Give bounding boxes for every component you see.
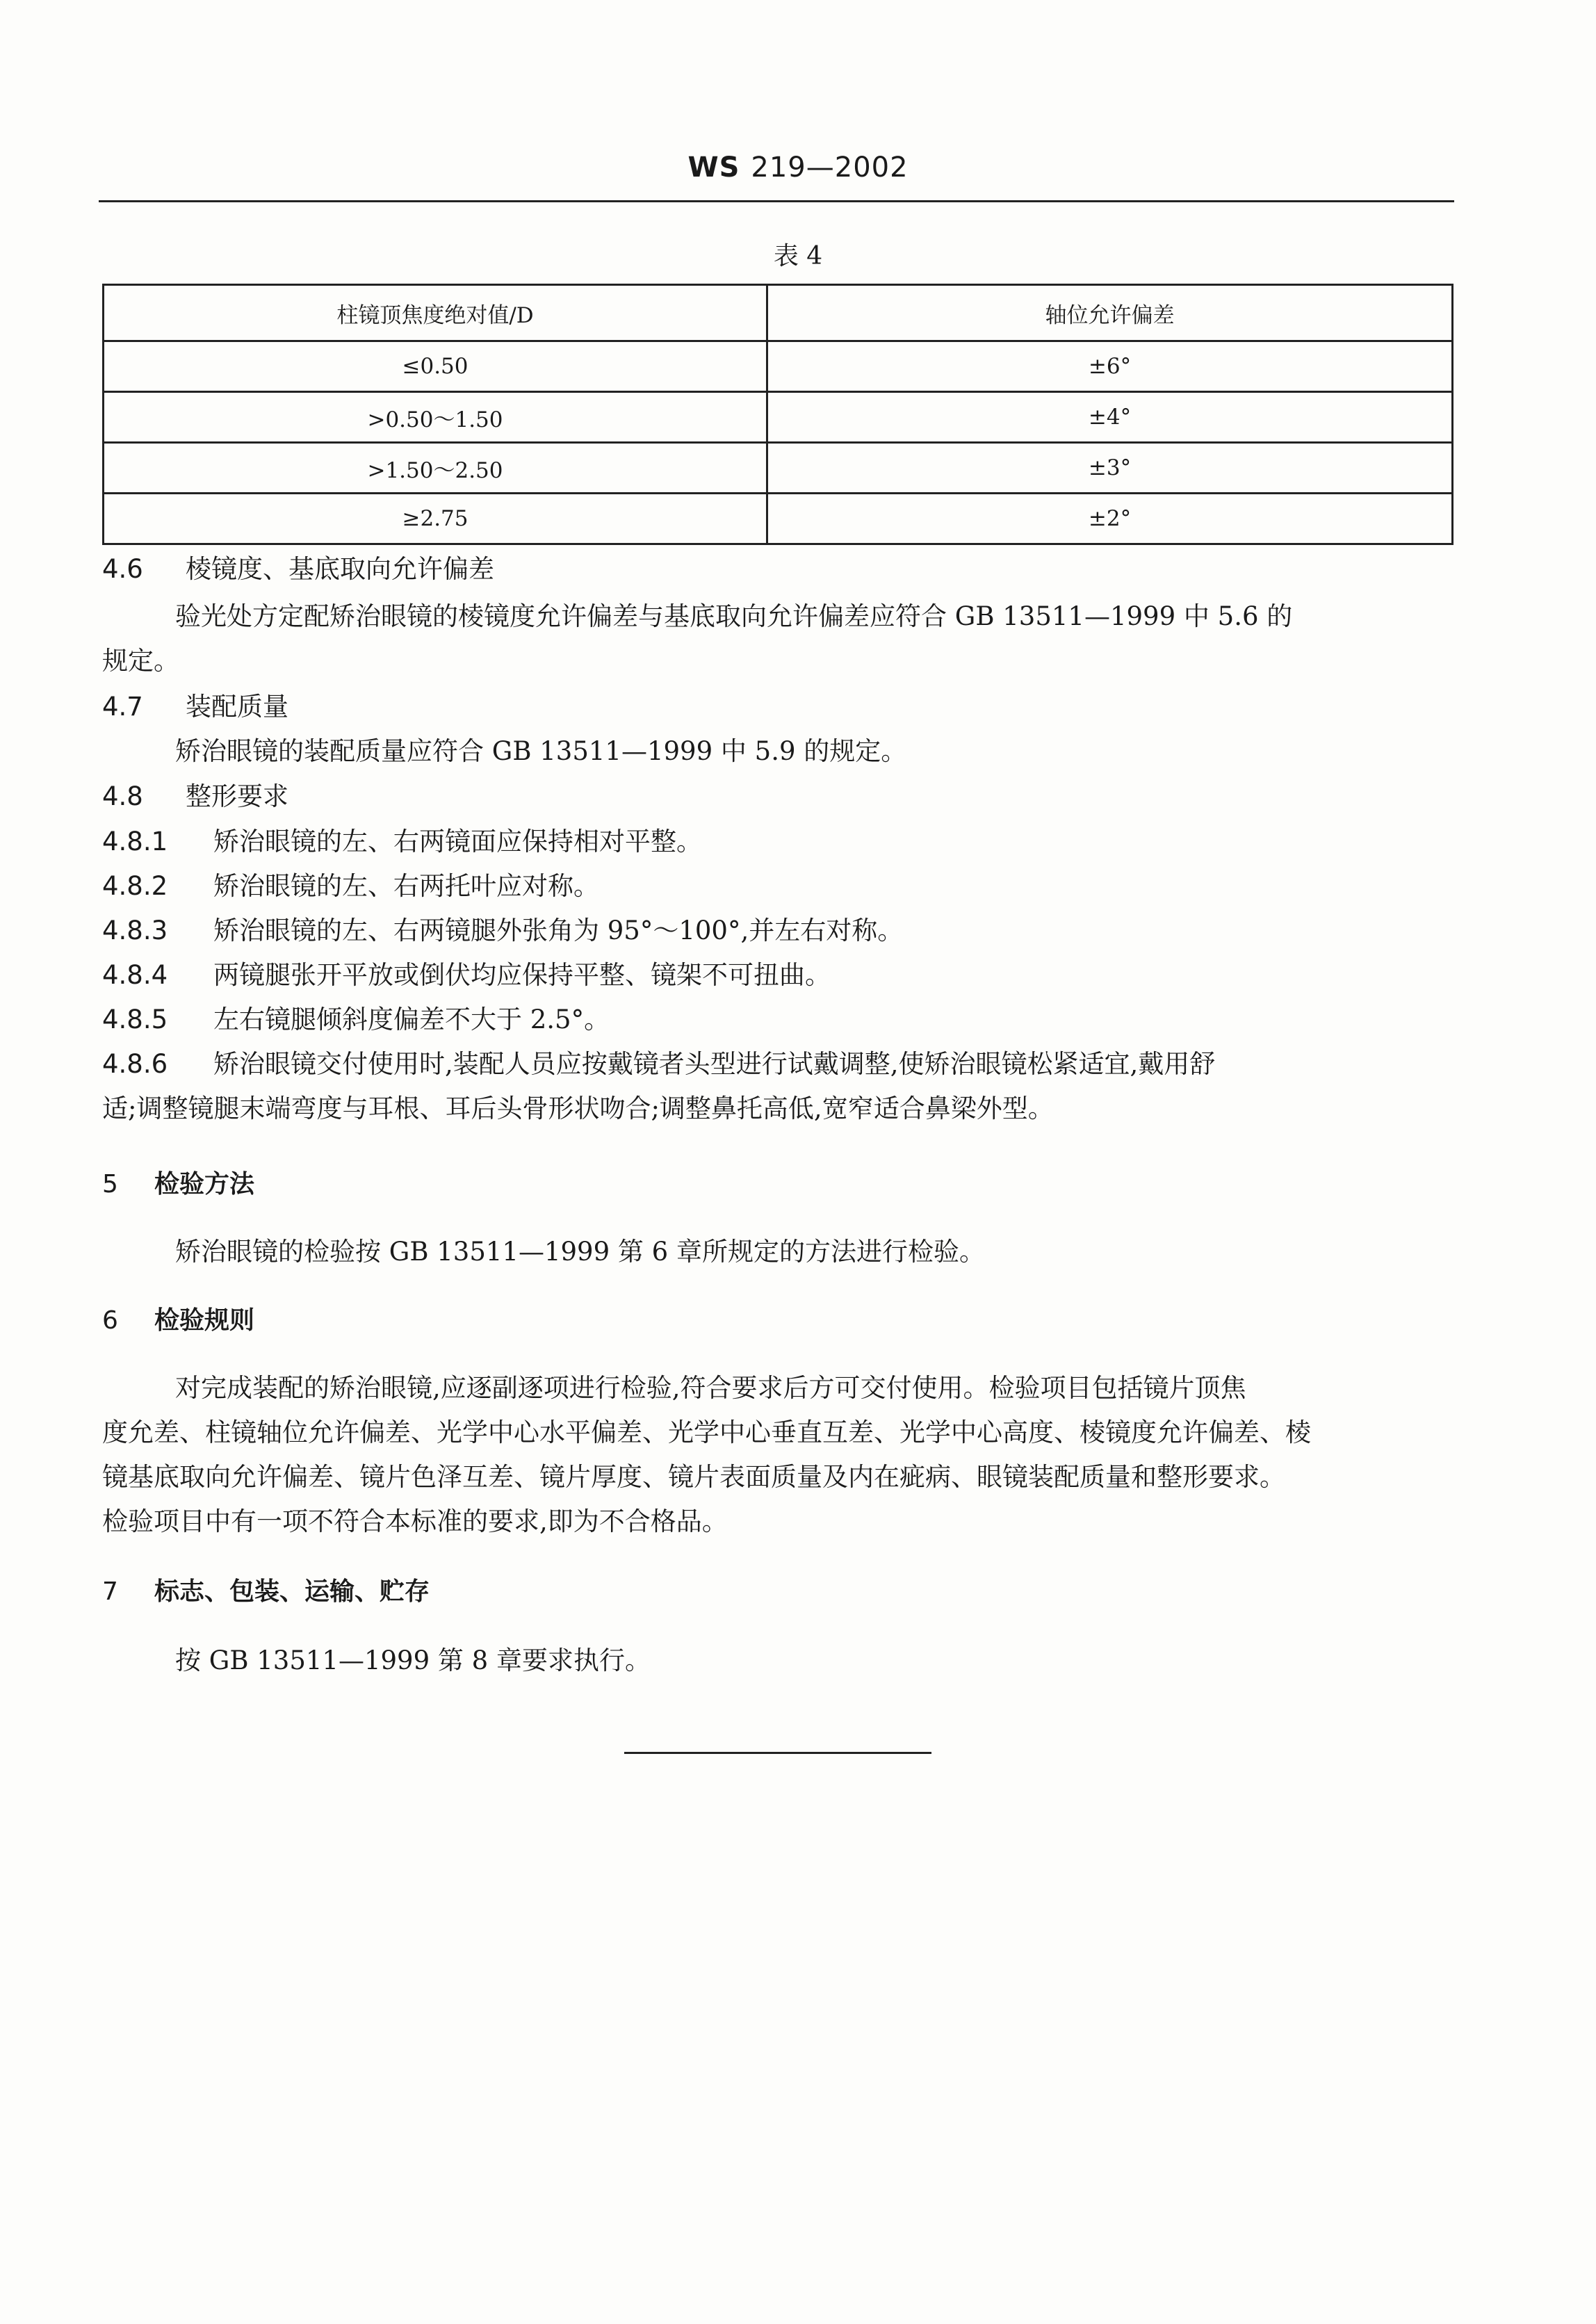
- section-5-text: 矫治眼镜的检验按 GB 13511—1999 第 6 章所规定的方法进行检验。: [175, 1237, 985, 1267]
- clause-4-8-5: 4.8.5 左右镜腿倾斜度偏差不大于 2.5°。: [102, 1005, 610, 1034]
- table-cell: >1.50～2.50: [104, 443, 767, 494]
- section-6-text-l2: 度允差、柱镜轴位允许偏差、光学中心水平偏差、光学中心垂直互差、光学中心高度、棱镜度允许偏差、棱: [102, 1417, 1311, 1447]
- clause-4-7-heading: 4.7 装配质量: [102, 692, 288, 722]
- clause-4-8-4: 4.8.4 两镜腿张开平放或倒伏均应保持平整、镜架不可扭曲。: [102, 960, 831, 990]
- clause-4-6-text-cont: 规定。: [102, 646, 179, 676]
- section-7-text: 按 GB 13511—1999 第 8 章要求执行。: [175, 1646, 651, 1675]
- section-6-text-l1: 对完成装配的矫治眼镜,应逐副逐项进行检验,符合要求后方可交付使用。检验项目包括镜片顶焦: [175, 1373, 1246, 1403]
- table-cell: ±3°: [767, 443, 1453, 494]
- table-header-cell: 柱镜顶焦度绝对值/D: [104, 285, 767, 341]
- section-5-heading: 5 检验方法: [102, 1170, 255, 1198]
- table-header-row: [104, 285, 1453, 341]
- clause-4-8-3: 4.8.3 矫治眼镜的左、右两镜腿外张角为 95°～100°,并左右对称。: [102, 916, 904, 945]
- clause-4-6-heading: 4.6 棱镜度、基底取向允许偏差: [102, 554, 494, 584]
- standard-number: 219—2002: [751, 152, 909, 184]
- section-6-text-l4: 检验项目中有一项不符合本标准的要求,即为不合格品。: [102, 1506, 728, 1536]
- table-row: [104, 494, 1453, 544]
- table-cell: ±6°: [767, 341, 1453, 392]
- clause-4-7-text: 矫治眼镜的装配质量应符合 GB 13511—1999 中 5.9 的规定。: [175, 736, 907, 766]
- section-6-text-l3: 镜基底取向允许偏差、镜片色泽互差、镜片厚度、镜片表面质量及内在疵病、眼镜装配质量和整形要求。: [102, 1462, 1285, 1492]
- page-header: [0, 152, 1596, 184]
- table-header-cell: 轴位允许偏差: [767, 285, 1453, 341]
- section-6-heading: 6 检验规则: [102, 1306, 255, 1335]
- header-rule: [99, 200, 1454, 202]
- table-row: [104, 443, 1453, 494]
- standard-code: WS: [687, 152, 740, 184]
- clause-4-6-text: 验光处方定配矫治眼镜的棱镜度允许偏差与基底取向允许偏差应符合 GB 13511—1999 中 5.6 的: [175, 601, 1293, 631]
- end-rule: [624, 1752, 931, 1754]
- table-cell: ±4°: [767, 392, 1453, 443]
- clause-4-8-1: 4.8.1 矫治眼镜的左、右两镜面应保持相对平整。: [102, 827, 702, 856]
- section-7-heading: 7 标志、包装、运输、贮存: [102, 1577, 430, 1606]
- table-cell: >0.50～1.50: [104, 392, 767, 443]
- clause-4-8-6-cont: 适;调整镜腿末端弯度与耳根、耳后头骨形状吻合;调整鼻托高低,宽窄适合鼻梁外型。: [102, 1094, 1054, 1123]
- table-row: [104, 392, 1453, 443]
- clause-4-8-2: 4.8.2 矫治眼镜的左、右两托叶应对称。: [102, 871, 599, 901]
- table-cell: ≤0.50: [104, 341, 767, 392]
- table-cell: ≥2.75: [104, 494, 767, 544]
- table-cell: ±2°: [767, 494, 1453, 544]
- clause-4-8-heading: 4.8 整形要求: [102, 781, 288, 811]
- axis-tolerance-table: [102, 284, 1454, 545]
- table-row: [104, 341, 1453, 392]
- clause-4-8-6: 4.8.6 矫治眼镜交付使用时,装配人员应按戴镜者头型进行试戴调整,使矫治眼镜松紧适宜,戴用舒: [102, 1049, 1216, 1079]
- table-caption: 表 4: [773, 242, 823, 270]
